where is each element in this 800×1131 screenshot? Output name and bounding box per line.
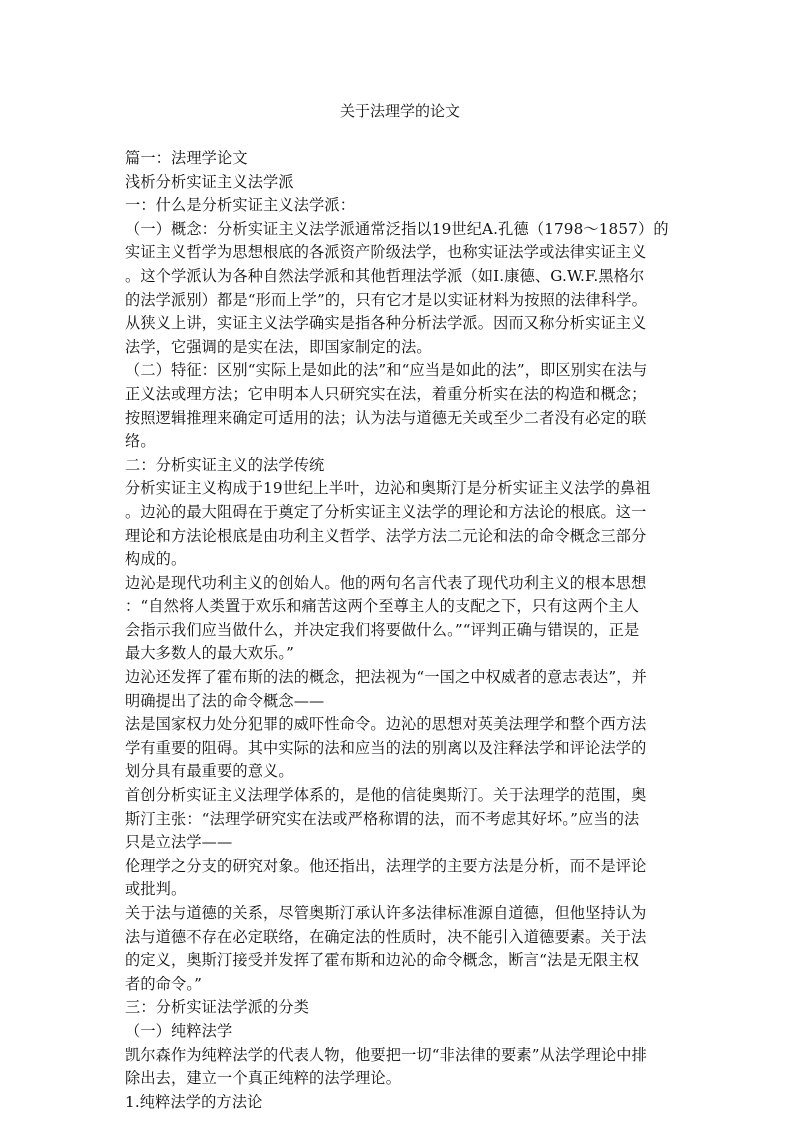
text-line: 实证主义哲学为思想根底的各派资产阶级法学，也称实证法学或法律实证主义 xyxy=(125,243,647,262)
text-line: 首创分析实证主义法理学体系的，是他的信徒奥斯汀。关于法理学的范围，奥 xyxy=(125,786,647,805)
text-line: 法学，它强调的是实在法，即国家制定的法。 xyxy=(125,337,432,356)
text-line: 学有重要的阻碍。其中实际的法和应当的法的别离以及注释法学和评论法学的 xyxy=(125,738,647,757)
text-line: 除出去，建立一个真正纯粹的法学理论。 xyxy=(125,1069,402,1088)
text-line: 法与道德不存在必定联络，在确定法的性质时，决不能引入道德要素。关于法 xyxy=(125,927,647,946)
text-line: 分析实证主义构成于19世纪上半叶，边沁和奥斯汀是分析实证主义法学的鼻祖 xyxy=(125,479,651,498)
text-line: 正义法或理方法；它申明本人只研究实在法，着重分析实在法的构造和概念； xyxy=(125,384,647,403)
text-line: 从狭义上讲，实证主义法学确实是指各种分析法学派。因而又称分析实证主义 xyxy=(125,314,647,333)
text-line: ：“自然将人类置于欢乐和痛苦这两个至尊主人的支配之下，只有这两个主人 xyxy=(125,597,640,616)
text-line: 。这个学派认为各种自然法学派和其他哲理法学派（如I.康德、G.W.F.黑格尔 xyxy=(125,266,645,285)
text-line: 浅析分析实证主义法学派 xyxy=(125,172,294,191)
text-line: 构成的。 xyxy=(125,550,187,569)
document-body xyxy=(125,147,685,1114)
text-line: 斯汀主张：“法理学研究实在法或严格称谓的法，而不考虑其好坏。”应当的法 xyxy=(125,809,640,828)
text-line: 的法学派别）都是“形而上学”的，只有它才是以实证材料为按照的法律科学。 xyxy=(125,290,647,309)
text-line: 凯尔森作为纯粹法学的代表人物，他要把一切“非法律的要素”从法学理论中排 xyxy=(125,1045,647,1064)
text-line: 一：什么是分析实证主义法学派： xyxy=(125,196,356,215)
text-line: 理论和方法论根底是由功利主义哲学、法学方法二元论和法的命令概念三部分 xyxy=(125,526,647,545)
text-line: 划分具有最重要的意义。 xyxy=(125,762,294,781)
text-line: 者的命令。” xyxy=(125,974,203,993)
text-line: 最大多数人的最大欢乐。” xyxy=(125,644,295,663)
text-line: 。边沁的最大阻碍在于奠定了分析实证主义法学的理论和方法论的根底。这一 xyxy=(125,502,647,521)
text-line: 明确提出了法的命令概念—— xyxy=(125,691,325,710)
text-line: 的定义，奥斯汀接受并发挥了霍布斯和边沁的命令概念，断言“法是无限主权 xyxy=(125,951,640,970)
text-line: 篇一：法理学论文 xyxy=(125,149,248,167)
text-line: （一）纯粹法学 xyxy=(125,1021,233,1040)
text-line: 或批判。 xyxy=(125,880,187,899)
text-line: 二：分析实证主义的法学传统 xyxy=(125,455,325,474)
text-line: 边沁是现代功利主义的创始人。他的两句名言代表了现代功利主义的根本思想 xyxy=(125,573,647,592)
text-line: 只是立法学—— xyxy=(125,833,233,852)
text-line: 边沁还发挥了霍布斯的法的概念，把法视为“一国之中权威者的意志表达”，并 xyxy=(125,668,647,687)
text-line: 按照逻辑推理来确定可适用的法；认为法与道德无关或至少二者没有必定的联 xyxy=(125,408,647,427)
document-title: 关于法理学的论文 xyxy=(339,102,460,120)
text-line: （一）概念：分析实证主义法学派通常泛指以19世纪A.孔德（1798～1857）的 xyxy=(125,219,669,238)
text-line: 1.纯粹法学的方法论 xyxy=(125,1092,263,1111)
text-line: 伦理学之分支的研究对象。他还指出，法理学的主要方法是分析，而不是评论 xyxy=(125,856,647,875)
text-line: 法是国家权力处分犯罪的威吓性命令。边沁的思想对英美法理学和整个西方法 xyxy=(125,715,647,734)
text-line: 会指示我们应当做什么，并决定我们将要做什么。”“评判正确与错误的，正是 xyxy=(125,620,640,639)
text-line: 络。 xyxy=(125,432,156,451)
text-line: （二）特征：区别“实际上是如此的法”和“应当是如此的法”，即区别实在法与 xyxy=(125,361,648,380)
text-line: 三：分析实证法学派的分类 xyxy=(125,998,310,1017)
text-line: 关于法与道德的关系，尽管奥斯汀承认许多法律标准源自道德，但他坚持认为 xyxy=(125,904,647,922)
